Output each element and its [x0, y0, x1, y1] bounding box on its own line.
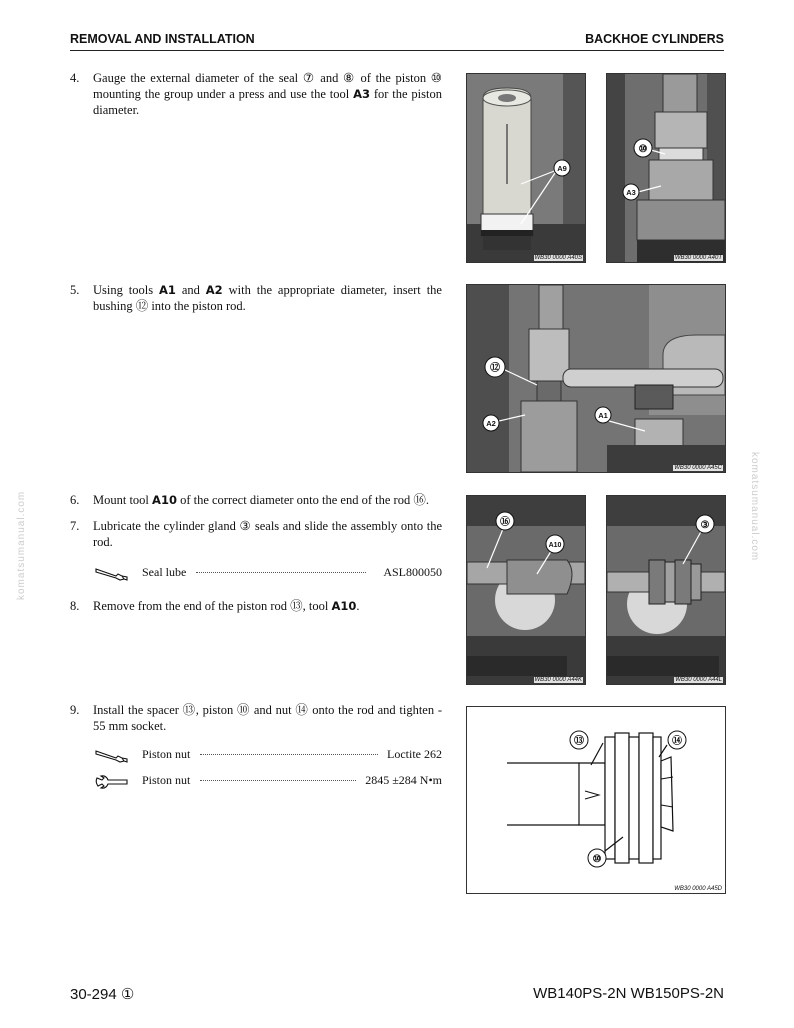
- callout-a1: A1: [598, 411, 608, 420]
- figure-drawing-piston-assembly: [466, 706, 726, 894]
- figure-caption: WB30 0000 A40T: [674, 255, 722, 261]
- step-number: 4.: [70, 71, 80, 85]
- tool-code: A3: [353, 87, 370, 101]
- spec-value: 2845 ±284 N•m: [365, 773, 442, 787]
- step-text: Install the spacer ⑬, piston ⑩ and nut ⑭ onto the rod and tighten - 55 mm socket.: [93, 703, 442, 733]
- callout-nut: ⑭: [672, 736, 682, 747]
- lubricant-tube-icon: [94, 564, 130, 582]
- step-4: [70, 70, 442, 120]
- callout-gland: ③: [700, 520, 710, 531]
- tool-code: A10: [152, 493, 177, 507]
- spec-piston-nut-torque: [94, 772, 442, 790]
- tool-code: A1: [159, 283, 176, 297]
- tool-code: A10: [331, 599, 357, 613]
- callout-a10: A10: [548, 542, 562, 549]
- figure-caption: WB30 0000 A40S: [534, 255, 582, 261]
- spec-seal-lube: [94, 564, 442, 582]
- step-number: 8.: [70, 599, 80, 613]
- step-number: 9.: [70, 703, 80, 717]
- step-number: 5.: [70, 283, 80, 297]
- figure-caption: WB30 0000 A44K: [534, 677, 582, 683]
- step-text: Mount tool A10 of the correct diameter onto the end of the rod ⑯.: [93, 493, 429, 507]
- step-text: Remove from the end of the piston rod ⑬, tool A10.: [93, 599, 360, 613]
- step-text: Using tools A1 and A2 with the appropriate diameter, insert the bushing ⑫ into the piston rod.: [93, 283, 442, 313]
- watermark-right: komatsumanual.com: [749, 452, 760, 562]
- wrench-icon: [94, 772, 130, 790]
- spec-value: Loctite 262: [387, 747, 442, 761]
- spec-value: ASL800050: [383, 565, 442, 579]
- step-5: [70, 282, 442, 316]
- callout-a2: A2: [486, 419, 496, 428]
- spec-label: Piston nut: [142, 747, 191, 761]
- figure-caption: WB30 0000 A45C: [674, 465, 722, 471]
- watermark-left: komatsumanual.com: [16, 490, 27, 600]
- callout-rod: ⑯: [500, 517, 510, 528]
- figure-caption: WB30 0000 A45D: [674, 886, 722, 892]
- figure-photo-cylinder-gland: [606, 495, 726, 685]
- figure-photo-piston-a3: [606, 73, 726, 263]
- model-designation: WB140PS-2N WB150PS-2N: [533, 985, 724, 1002]
- header-section-title: REMOVAL AND INSTALLATION: [70, 32, 255, 46]
- step-number: 6.: [70, 493, 80, 507]
- step-6: [70, 492, 442, 510]
- header-chapter-title: BACKHOE CYLINDERS: [585, 32, 724, 46]
- spec-label: Piston nut: [142, 773, 191, 787]
- figure-caption: WB30 0000 A44L: [675, 677, 722, 683]
- figure-photo-tool-a9: [466, 73, 586, 263]
- step-9: [70, 702, 442, 736]
- spec-piston-nut-threadlocker: [94, 746, 442, 764]
- spec-label: Seal lube: [142, 565, 187, 579]
- figure-photo-rod-a10: [466, 495, 586, 685]
- page-number: 30-294 ①: [70, 986, 135, 1003]
- callout-spacer: ⑬: [574, 736, 584, 747]
- step-text: Gauge the external diameter of the seal ⑦ and ⑧ of the piston ⑩ mounting the group under a press and use the tool A3 for the piston diameter.: [93, 71, 442, 117]
- step-7: [70, 518, 442, 552]
- tool-code: A2: [205, 283, 223, 297]
- step-8: [70, 598, 442, 616]
- figure-photo-bushing-insertion: [466, 284, 726, 473]
- step-text: Lubricate the cylinder gland ③ seals and slide the assembly onto the rod.: [93, 519, 442, 549]
- callout-a9: A9: [557, 164, 567, 173]
- page-header: [70, 30, 724, 51]
- lubricant-tube-icon: [94, 746, 130, 764]
- callout-bushing: ⑫: [490, 363, 500, 374]
- callout-a3: A3: [626, 188, 636, 197]
- step-number: 7.: [70, 519, 80, 533]
- callout-piston: ⑩: [638, 144, 648, 155]
- callout-piston: ⑩: [592, 854, 602, 865]
